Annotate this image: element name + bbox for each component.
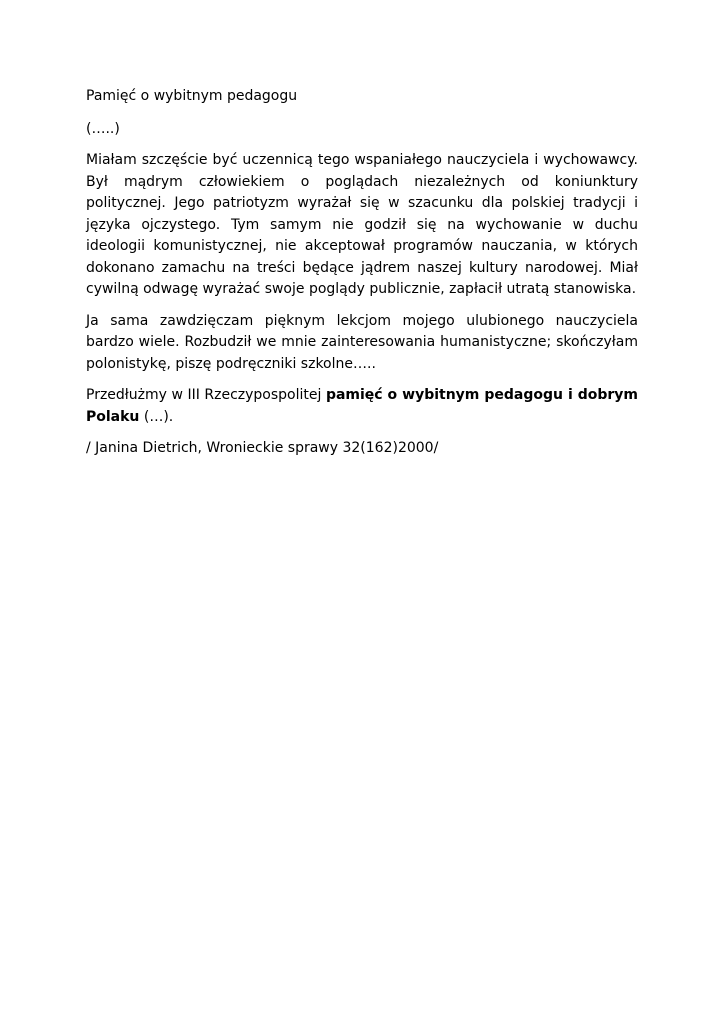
paragraph-3-bold-text: pamięć o wybitnym pedagogu i dobrym Polaku bbox=[86, 387, 638, 425]
signature-citation: / Janina Dietrich, Wronieckie sprawy 32(162)2000/ bbox=[86, 440, 439, 456]
paragraph-3-end-text: (…). bbox=[139, 408, 174, 425]
paragraph-3-start-text: Przedłużmy w III Rzeczypospolitej bbox=[86, 387, 326, 403]
paragraph-call-to-remember bbox=[86, 385, 638, 428]
ellipsis-marker: (…..) bbox=[86, 120, 120, 137]
document-title: Pamięć o wybitnym pedagogu bbox=[86, 88, 298, 104]
paragraph-teacher-description: Miałam szczęście być uczennicą tego wspaniałego nauczyciela i wychowawcy. Był mądrym człowiekiem o poglądach niezależnych od koniunktury politycznej. Jego patriotyzm wyrażał się w szacunku dla polskiej tradycji i języka ojczystego. Tym samym nie godził się na wychowanie w duchu ideologii komunistycznej, nie akceptował programów nauczania, w których dokonano zamachu na treści będące jądrem naszej kultury narodowej. Miał cywilną odwagę wyrażać swoje poglądy publicznie, zapłacił utratą stanowiska. bbox=[86, 152, 638, 297]
document-page bbox=[86, 86, 638, 470]
paragraph-personal-gratitude: Ja sama zawdzięczam pięknym lekcjom mojego ulubionego nauczyciela bardzo wiele. Rozbudził we mnie zainteresowania humanistyczne; skończyłam polonistykę, piszę podręczniki szkolne….. bbox=[86, 312, 638, 372]
